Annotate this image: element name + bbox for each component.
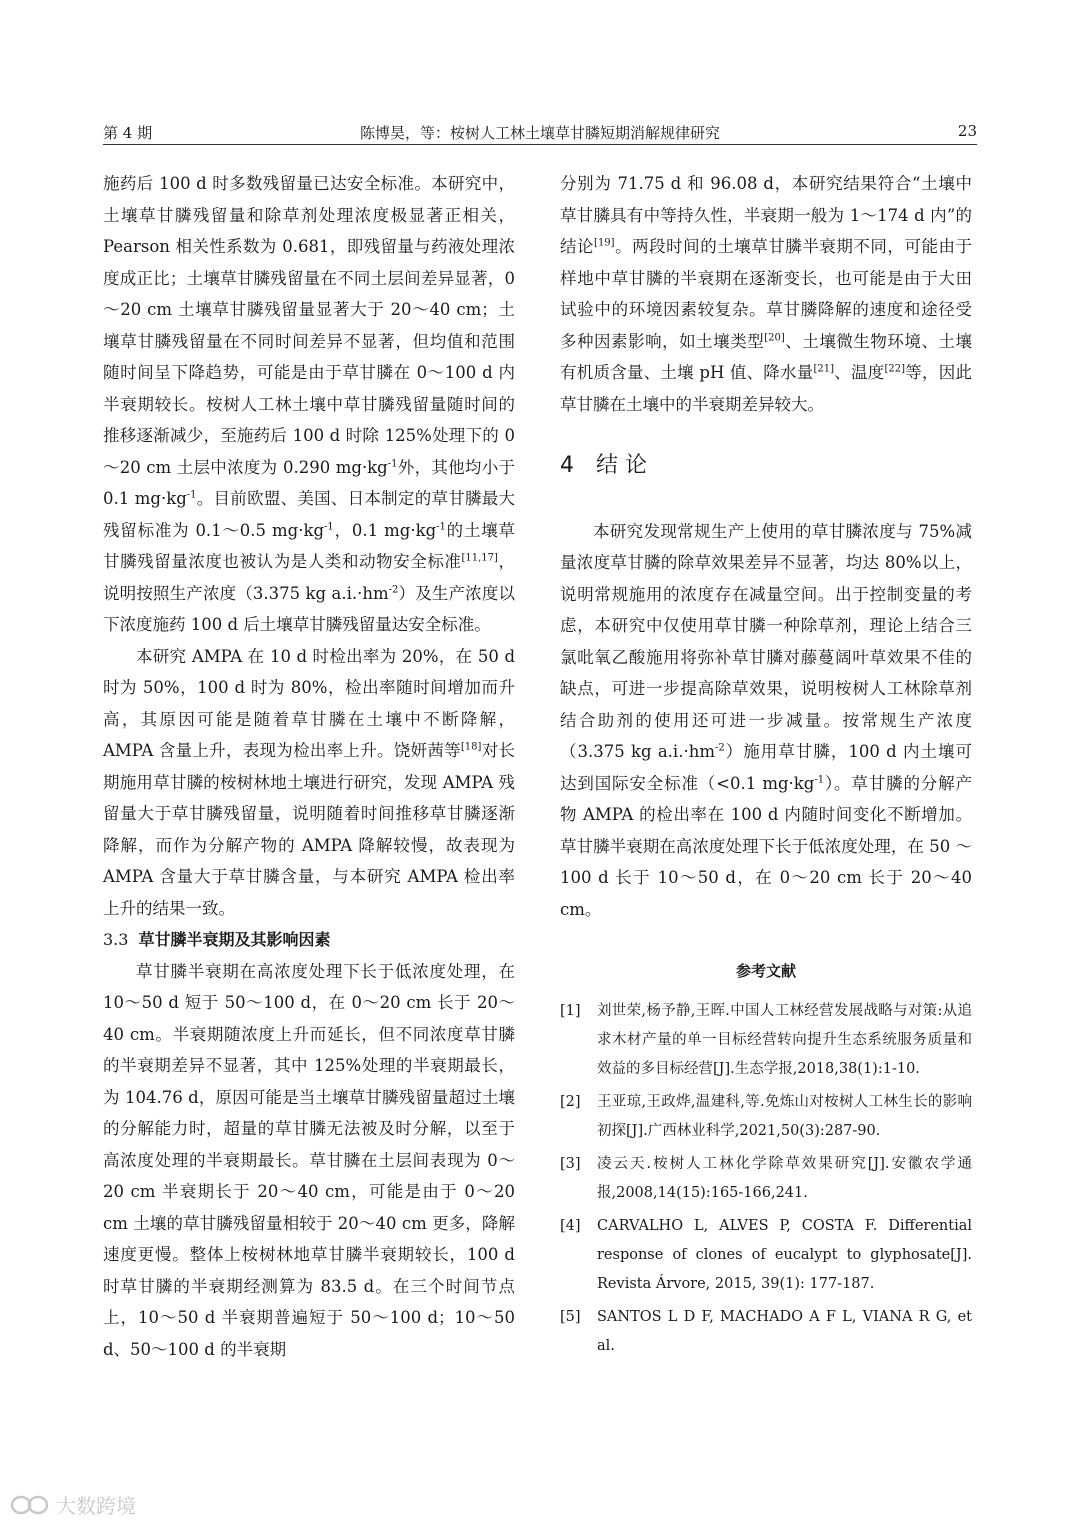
watermark [10, 1490, 136, 1519]
reference-item: [1] 刘世荣,杨予静,王晖.中国人工林经营发展战略与对策:从追求木材产量的单一目标经营转向提升生态系统服务质量和效益的多目标经营[J].生态学报,2018,38(1):1-10. [560, 1003, 972, 1077]
running-title: 陈博昊，等：桉树人工林土壤草甘膦短期消解规律研究 [359, 124, 720, 142]
reference-item: [3] 凌云天.桉树人工林化学除草效果研究[J].安徽农学通报,2008,14(15):165-166,241. [560, 1156, 972, 1201]
issue-number: 第 4 期 [103, 124, 153, 142]
paragraph: 分别为 71.75 d 和 96.08 d，本研究结果符合“土壤中草甘膦具有中等持久性，半衰期一般为 1～174 d 内”的结论[19]。两段时间的土壤草甘膦半衰期不同，可能由于样地中草甘膦的半衰期在逐渐变长，也可能是由于大田试验中的环境因素较复杂。草甘膦降解的速度和途径受多种因素影响，如土壤类型[20]、土壤微生物环境、土壤有机质含量、土壤 pH 值、降水量[21]、温度[22]等，因此草甘膦在土壤中的半衰期差异较大。 [560, 174, 973, 414]
reference-item: [2] 王亚琼,王政烨,温建科,等.免炼山对桉树人工林生长的影响初探[J].广西林业科学,2021,50(3):287-90. [560, 1094, 972, 1139]
running-header [103, 122, 977, 145]
reference-item: [4] CARVALHO L, ALVES P, COSTA F. Differential response of clones of eucalypt to glyphosate[J]. Revista Árvore, 2015, 39(1): 177-187. [560, 1218, 972, 1292]
paragraph: 草甘膦半衰期在高浓度处理下长于低浓度处理，在 10～50 d 短于 50～100 d，在 0～20 cm 长于 20～40 cm。半衰期随浓度上升而延长，但不同浓度草甘膦的半衰期差异不显著，其中 125%处理的半衰期最长，为 104.76 d，原因可能是当土壤草甘膦残留量超过土壤的分解能力时，超量的草甘膦无法被及时分解，以至于高浓度处理的半衰期最长。草甘膦在土层间表现为 0～20 cm 半衰期长于 20～40 cm，可能是由于 0～20 cm 土壤的草甘膦残留量相较于 20～40 cm 更多，降解速度更慢。整体上桉树林地草甘膦半衰期较长，100 d 时草甘膦的半衰期经测算为 83.5 d。在三个时间节点上，10～50 d 半衰期普遍短于 50～100 d；10～50 d、50～100 d 的半衰期 [103, 961, 515, 1359]
paragraph: 施药后 100 d 时多数残留量已达安全标准。本研究中，土壤草甘膦残留量和除草剂处理浓度极显著正相关，Pearson 相关性系数为 0.681，即残留量与药液处理浓度成正比；土壤草甘膦残留量在不同土层间差异显著，0～20 cm 土壤草甘膦残留量显著大于 20～40 cm；土壤草甘膦残留量在不同时间差异不显著，但均值和范围随时间呈下降趋势，可能是由于草甘膦在 0～100 d 内半衰期较长。桉树人工林土壤中草甘膦残留量随时间的推移逐渐减少，至施药后 100 d 时除 125%处理下的 0～20 cm 土层中浓度为 0.290 $mg\cdot kg^{-1}$外，其他均小于 0.1 $mg\cdot kg^{-1}$。目前欧盟、美国、日本制定的草甘膦最大残留标准为 0.1～0.5 $mg\cdot kg^{-1}$，0.1 $mg\cdot kg^{-1}$的土壤草甘膦残留量浓度也被认为是人类和动物安全标准[11,17]，说明按照生产浓度（3.375 kg $a.i.\cdot hm^{-2}$）及生产浓度以下浓度施药 100 d 后土壤草甘膦残留量达安全标准。 [103, 174, 516, 634]
right-column [560, 168, 972, 1365]
paragraph: 本研究发现常规生产上使用的草甘膦浓度与 75%减量浓度草甘膦的除草效果差异不显著，均达 80%以上，说明常规施用的浓度存在减量空间。出于控制变量的考虑，本研究中仅使用草甘膦一种除草剂，理论上结合三氯吡氧乙酸施用将弥补草甘膦对藤蔓阔叶草效果不佳的缺点，可进一步提高除草效果，说明桉树人工林除草剂结合助剂的使用还可进一步减量。按常规生产浓度（3.375 kg $a.i.\cdot hm^{-2}$）施用草甘膦，100 d 内土壤可达到国际安全标准（<0.1 $mg\cdot kg^{-1}$）。草甘膦的分解产物 AMPA 的检出率在 100 d 内随时间变化不断增加。草甘膦半衰期在高浓度处理下长于低浓度处理，在 50 ～ 100 d 长于 10～50 d，在 0～20 cm 长于 20～40 cm。 [560, 521, 973, 919]
page-number: 23 [957, 122, 977, 140]
section-heading: 4 结 论 [560, 453, 647, 478]
watermark-text: 大数跨境 [56, 1494, 136, 1518]
left-column [103, 168, 515, 1365]
section-heading: 3.3 草甘膦半衰期及其影响因素 [103, 930, 331, 949]
paragraph: 本研究 AMPA 在 10 d 时检出率为 20%，在 50 d 时为 50%，100 d 时为 80%，检出率随时间增加而升高，其原因可能是随着草甘膦在土壤中不断降解，AMPA 含量上升，表现为检出率上升。饶妍茜等[18]对长期施用草甘膦的桉树林地土壤进行研究，发现 AMPA 残留量大于草甘膦残留量，说明随着时间推移草甘膦逐渐降解，而作为分解产物的 AMPA 降解较慢，故表现为 AMPA 含量大于草甘膦含量，与本研究 AMPA 检出率上升的结果一致。 [103, 646, 515, 918]
reference-item: [5] SANTOS L D F, MACHADO A F L, VIANA R G, et al. [560, 1309, 972, 1354]
references-title: 参考文献 [735, 962, 796, 980]
reference-list [560, 997, 972, 1361]
watermark-logo-icon [10, 1494, 50, 1516]
